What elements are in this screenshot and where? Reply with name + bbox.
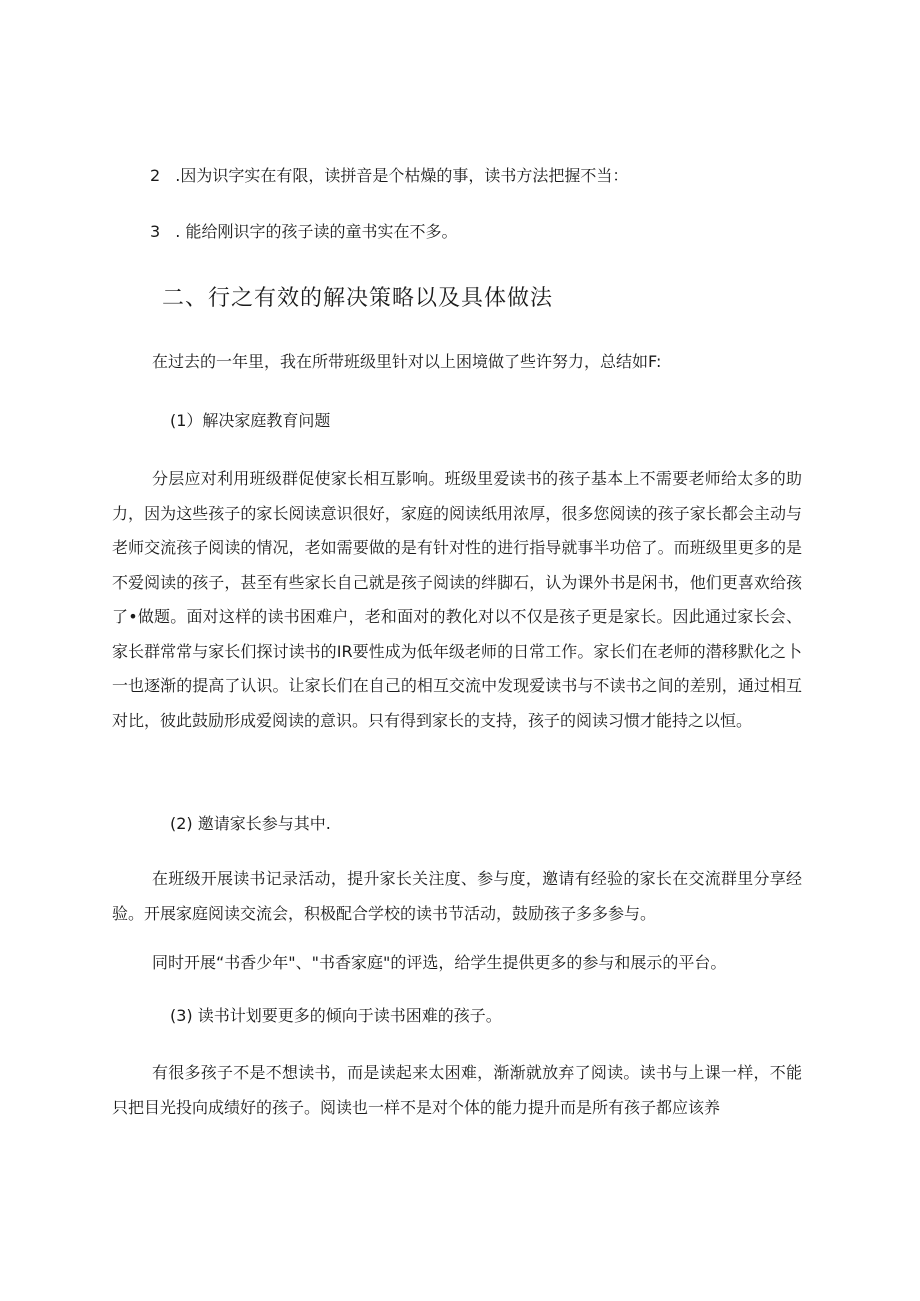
subheading-reading-plan: (3) 读书计划要更多的倾向于读书困难的孩子。 [170,1006,502,1025]
subheading-invite-parents: (2) 邀请家长参与其中. [170,814,331,833]
paragraph-struggling-readers: 有很多孩子不是不想读书，而是读起来太困难，渐渐就放弃了阅读。读书与上课一样，不能只把目光投向成绩好的孩子。阅读也一样不是对个体的能力提升而是所有孩子都应该养 [112,1063,802,1117]
list-item [150,222,457,242]
paragraph-reading-activities: 在班级开展读书记录活动，提升家长关注度、参与度，邀请有经验的家长在交流群里分享经验。开展家庭阅读交流会，积极配合学校的读书节活动，鼓励孩子多多参与。 [112,869,802,923]
subheading-family-education: (1）解决家庭教育问题 [170,411,331,430]
list-item-text: .因为识字实在有限，读拼音是个枯燥的事，读书方法把握不当： [175,166,629,185]
list-item-text: . 能给刚识字的孩子读的童书实在不多。 [175,222,458,241]
paragraph-evaluation: 同时开展“书香少年"、"书香家庭"的评选，给学生提供更多的参与和展示的平台。 [152,953,727,972]
intro-text: 在过去的一年里，我在所带班级里针对以上困境做了些许努力，总结如F: [152,352,662,371]
list-item-number: 3 [150,222,161,241]
list-item-number: 2 [150,166,161,185]
list-item [150,166,628,186]
section-heading: 二、行之有效的解决策略以及具体做法 [162,286,554,311]
paragraph-family-education: 分层应对利用班级群促使家长相互影响。班级里爱读书的孩子基本上不需要老师给太多的助力，因为这些孩子的家长阅读意识很好，家庭的阅读纸用浓厚，很多您阅读的孩子家长都会主动与老师交流孩子阅读的情况，老如需要做的是有针对性的进行指导就事半功倍了。而班级里更多的是不爱阅读的孩子，甚至有些家长自己就是孩子阅读的绊脚石，认为课外书是闲书，他们更喜欢给孩了•做题。面对这样的读书困难户，老和面对的教化对以不仅是孩子更是家长。因此通过家长会、家长群常常与家长们探讨读书的IR要性成为低年级老师的日常工作。家长们在老师的潜移默化之卜一也逐渐的提高了认识。让家长们在自己的相互交流中发现爱读书与不读书之间的差别，通过相互对比，彼此鼓励形成爱阅读的意识。只有得到家长的支持，孩子的阅读习惯才能持之以恒。 [112,469,802,730]
